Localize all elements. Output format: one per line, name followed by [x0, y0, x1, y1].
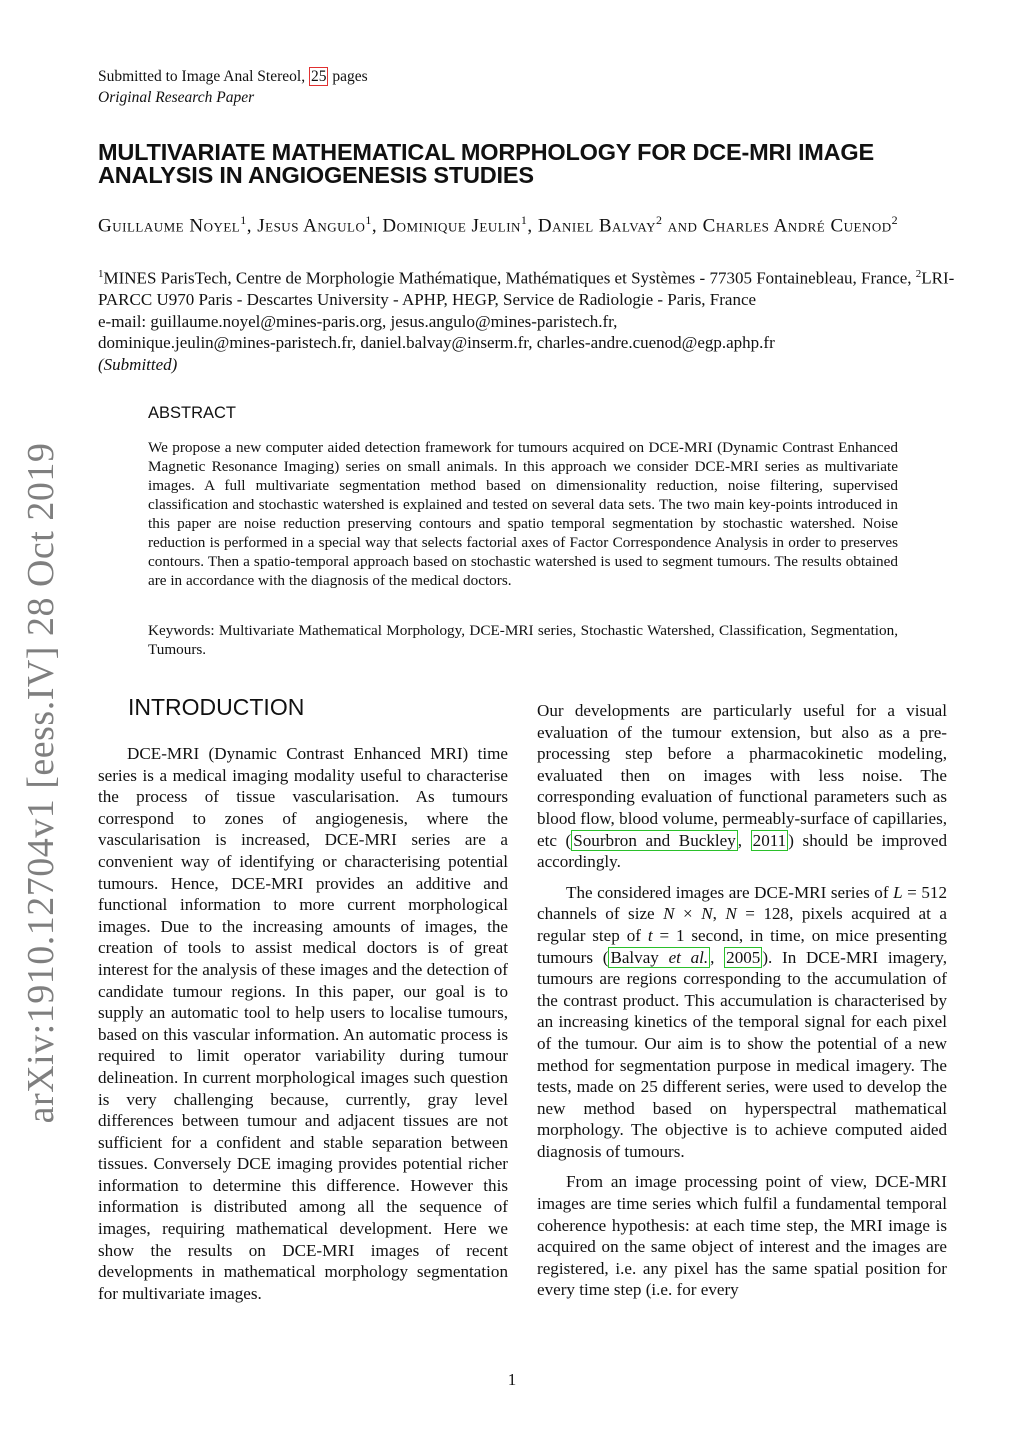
submission-status: (Submitted): [98, 354, 178, 374]
author-5: Charles André Cuenod: [702, 215, 892, 237]
left-column: [98, 743, 508, 1304]
introduction-heading: INTRODUCTION: [128, 694, 305, 720]
citation-balvay-name[interactable]: Balvay et al.: [610, 947, 709, 967]
affiliation-lines: $^1$MINES ParisTech, Centre de Morphologie Mathématique, Mathématiques et Systèmes - 77305 Fontainebleau, France, $^2$LRI-PARCC U970 Paris - Descartes University - APHP, HEGP, Service de Radiologie - Paris, France: [98, 268, 955, 310]
journal-header: [98, 66, 368, 108]
intro-paragraph-3: The considered images are DCE-MRI series of L = 512 channels of size N × N, N = 128, pixels acquired at a regular step of t = 1 second, in time, on mice presenting tumours ( Balvay et al. , 2005 ). In DCE-MRI imagery, tumours are regions corresponding to the accumulation of the contrast product. This accumulation is characterised by an increasing kinetics of the temporal signal for each pixel of the tumour. Our aim is to show the potential of a new method for segmentation purpose in medical imagery. The tests, made on 25 different series, were used to develop the new method based on hyperspectral mathematical morphology. The objective is to achieve computed aided diagnosis of tumours.: [537, 882, 947, 1161]
author-3: Dominique Jeulin: [382, 215, 521, 237]
pages-link[interactable]: 25: [310, 68, 327, 85]
paper-title: MULTIVARIATE MATHEMATICAL MORPHOLOGY FOR DCE-MRI IMAGE ANALYSIS IN ANGIOGENESIS STUDIES: [98, 139, 874, 188]
right-column: [537, 700, 947, 1301]
keywords: Keywords: Multivariate Mathematical Morphology, DCE-MRI series, Stochastic Watershed, Classification, Segmentation, Tumours.: [148, 622, 898, 658]
author-list: Guillaume Noyel$^1$, Jesus Angulo$^1$, Dominique Jeulin$^1$, Daniel Balvay$^2$ and Charles André Cuenod$^2$: [98, 213, 899, 237]
author-1: Guillaume Noyel: [98, 215, 241, 237]
intro-paragraph-2: Our developments are particularly useful for a visual evaluation of the tumour extension, but also as a pre-processing step before a pharmacokinetic modeling, evaluated then on images with less noise. The corresponding evaluation of functional parameters such as blood flow, blood volume, permeably-surface of capillaries, etc ( Sourbron and Buckley , 2011 ) should be improved accordingly.: [537, 701, 948, 872]
citation-sourbron-year[interactable]: 2011: [752, 830, 787, 850]
affiliations: [98, 264, 958, 375]
email-line-2: dominique.jeulin@mines-paristech.fr, daniel.balvay@inserm.fr, charles-andre.cuenod@egp.aphp.fr: [98, 333, 775, 353]
author-2: Jesus Angulo: [257, 215, 366, 237]
paper-type: Original Research Paper: [98, 89, 255, 106]
page-number: 1: [507, 1370, 517, 1389]
abstract-heading: ABSTRACT: [148, 404, 237, 422]
arxiv-stamp: [8, 442, 74, 1123]
arxiv-id: arXiv:1910.12704v1 [eess.IV] 28 Oct 2019: [20, 442, 62, 1123]
intro-paragraph-1: DCE-MRI (Dynamic Contrast Enhanced MRI) time series is a medical imaging modality useful to characterise the process of tissue vascularisation. As tumours correspond to zones of angiogenesis, where the vascularisation is increased, DCE-MRI series are a convenient way of identifying or characterising potential tumours. Hence, DCE-MRI provides an additive and functional information to more current morphological images. Due to the increasing amounts of images, the creation of tools to assist medical doctors is of great interest for the analysis of these images and the detection of candidate tumour regions. In this paper, our goal is to supply an automatic tool to help users to localise tumours, based on this vascular information. An automatic process is required to limit operator variability during tumour delineation. In current morphological images such question is very challenging because, currently, gray level differences between tumour and adjacent tissues are not sufficient for a confident and stable separation between tissues. Conversely DCE imaging provides potential richer information to determine this difference. However this information is distributed among all the sequence of images, requiring mathematical development. Here we show the results on DCE-MRI images of recent developments in mathematical morphology segmentation for multivariate images.: [98, 744, 508, 1303]
author-4: Daniel Balvay: [537, 215, 656, 237]
email-line-1: e-mail: guillaume.noyel@mines-paris.org, jesus.angulo@mines-paristech.fr,: [98, 311, 618, 331]
citation-balvay-year[interactable]: 2005: [726, 947, 761, 967]
abstract-text: We propose a new computer aided detection framework for tumours acquired on DCE-MRI (Dynamic Contrast Enhanced Magnetic Resonance Imaging) series on small animals. In this approach we consider DCE-MRI series as multivariate images. A full multivariate segmentation method based on dimensionality reduction, noise filtering, supervised classification and stochastic watershed is explained and tested on several data sets. The two main key-points introduced in this paper are noise reduction preserving contours and spatio temporal segmentation by stochastic watershed. Noise reduction is performed in a special way that selects factorial axes of Factor Correspondence Analysis in order to preserves contours. Then a spatio-temporal approach based on stochastic watershed is used to segment tumours. The results obtained are in accordance with the diagnosis of the medical doctors.: [148, 439, 898, 589]
intro-paragraph-4: From an image processing point of view, DCE-MRI images are time series which fulfil a fundamental temporal coherence hypothesis: at each time step, the MRI image is acquired on the same object of interest and the images are registered, i.e. any pixel has the same spatial position for every time step (i.e. for every: [537, 1172, 947, 1300]
submission-line: Submitted to Image Anal Stereol, 25 pages: [98, 68, 368, 85]
citation-sourbron-name[interactable]: Sourbron and Buckley: [573, 830, 736, 850]
